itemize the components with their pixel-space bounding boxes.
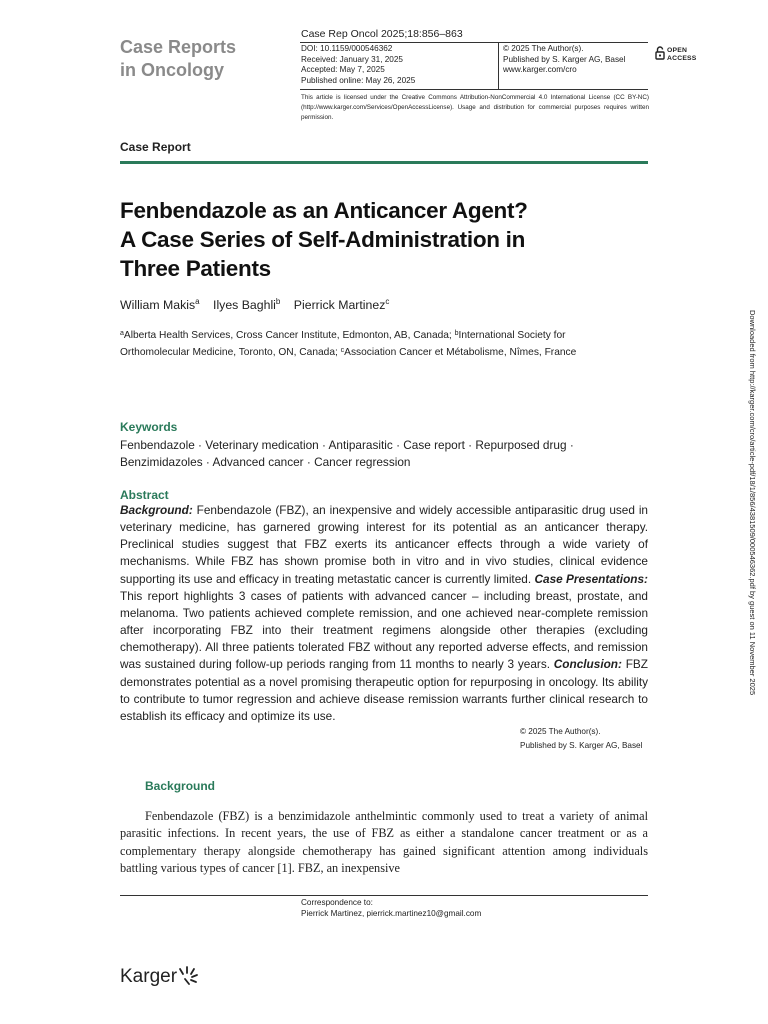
publisher-logo: Karger xyxy=(120,966,178,987)
meta-divider xyxy=(498,42,499,90)
author-name: Pierrick Martinez xyxy=(293,298,386,312)
correspondence-text[interactable]: Pierrick Martinez, pierrick.martinez10@gmail.com xyxy=(301,908,482,918)
journal-url[interactable]: www.karger.com/cro xyxy=(503,65,577,74)
open-access-line2: ACCESS xyxy=(667,55,697,62)
publisher-info xyxy=(503,44,625,76)
article-title xyxy=(120,196,648,283)
download-note xyxy=(745,310,757,710)
title-line2: A Case Series of Self-Administration in xyxy=(120,227,526,252)
published-date: Published online: May 26, 2025 xyxy=(301,75,416,85)
abstract-heading: Abstract xyxy=(120,488,169,502)
copyright: © 2025 The Author(s). xyxy=(503,44,584,53)
abstract-conclusion-text: FBZ demonstrates potential as a novel promising therapeutic option for repurposing in oncology. Its ability to contribute to tumor regression and achieve disease remission warrants further clinical research to establish its efficacy and optimize its use. xyxy=(120,657,648,723)
abstract-case-text: This report highlights 3 cases of patients with advanced cancer – including breast, prostate, and melanoma. Two patients achieved complete remission, and one achieved near-complete remission after incorporating FBZ into their treatment regimens alongside other therapies (excluding chemotherapy). All three patients tolerated FBZ without any reported adverse effects, and remission was sustained during follow-up periods ranging from 11 months to nearly 3 years. xyxy=(120,588,648,672)
abstract-publisher-line: Published by S. Karger AG, Basel xyxy=(520,741,643,750)
affil-sup: c xyxy=(340,347,345,355)
abstract-conclusion-label: Conclusion: xyxy=(553,657,622,672)
author-name: Ilyes Baghli xyxy=(213,298,276,312)
author-list xyxy=(120,297,399,312)
publisher: Published by S. Karger AG, Basel xyxy=(503,54,626,64)
received-date: Received: January 31, 2025 xyxy=(301,54,403,64)
open-access-label xyxy=(667,47,697,63)
abstract-background-text: Fenbendazole (FBZ), an inexpensive and widely accessible antiparasitic drug used in veterinary medicine, has garnered growing interest for its potential as an anticancer therapy. Preclinical studies suggest that FBZ exerts its anticancer effects through a wide variety of mechanisms. While FBZ has shown promise both in vitro and in vivo studies, clinical evidence supporting its use and efficacy in treating metastatic cancer is currently limited. xyxy=(120,503,648,586)
correspondence-label: Correspondence to: xyxy=(301,898,373,907)
article-dates xyxy=(301,44,415,86)
karger-mark-icon xyxy=(176,966,204,988)
correspondence xyxy=(301,898,481,919)
background-text: Fenbendazole (FBZ) is a benzimidazole anthelmintic commonly used to treat a variety of animal parasitic infections. In recent years, the use of FBZ as either a standalone cancer treatment or as a complementary therapy alongside chemotherapy has gained significant attention among individuals battling various types of cancer [1]. FBZ, an inexpensive xyxy=(120,809,648,875)
license-text: This article is licensed under the Creative Commons Attribution-NonCommercial 4.0 International License (CC BY-NC) (http://www.karger.com/Services/OpenAccessLicense). Usage and distribution for commercial purposes requires written permission. xyxy=(301,94,649,121)
affiliation-a: Alberta Health Services, Cross Cancer Institute, Edmonton, AB, Canada; xyxy=(123,330,455,341)
author[interactable] xyxy=(213,298,280,312)
citation: Case Rep Oncol 2025;18:856–863 xyxy=(301,28,463,40)
author[interactable] xyxy=(294,298,390,312)
article-type: Case Report xyxy=(120,140,191,154)
section-rule xyxy=(120,161,648,164)
affil-sup: a xyxy=(120,330,124,337)
abstract-case-label: Case Presentations: xyxy=(534,571,648,586)
journal-name xyxy=(120,36,236,82)
abstract-text xyxy=(120,502,648,725)
meta-top-rule xyxy=(300,42,648,43)
background-heading: Background xyxy=(145,779,216,793)
footnote-rule xyxy=(120,895,648,896)
doi[interactable]: DOI: 10.1159/000546362 xyxy=(301,44,393,53)
title-line1: Fenbendazole as an Anticancer Agent? xyxy=(120,198,528,223)
author[interactable] xyxy=(120,298,200,312)
affiliation-b: International Society for Orthomolecular Medicine, Toronto, ON, Canada; xyxy=(120,330,566,359)
affiliations xyxy=(120,326,620,361)
author-name: William Makis xyxy=(120,298,196,312)
affiliation-c: Association Cancer et Métabolisme, Nîmes, France xyxy=(344,347,577,359)
author-sup: b xyxy=(275,297,281,306)
journal-name-line1: Case Reports xyxy=(120,37,237,57)
title-line3: Three Patients xyxy=(120,256,271,281)
abstract-copyright xyxy=(520,725,642,753)
journal-name-line2: in Oncology xyxy=(120,60,225,80)
meta-bottom-rule xyxy=(300,89,648,90)
abstract-copyright-line: © 2025 The Author(s). xyxy=(520,727,601,736)
open-access-line1: OPEN xyxy=(667,47,688,54)
open-access-icon xyxy=(655,46,665,60)
keywords-list: Fenbendazole · Veterinary medication · Antiparasitic · Case report · Repurposed drug · Benzimidazoles · Advanced cancer · Cancer regression xyxy=(120,438,574,469)
author-sup: c xyxy=(385,297,390,306)
author-sup: a xyxy=(195,297,200,306)
download-note-text: Downloaded from http://karger.com/cro/article-pdf/18/1/856/4381509/000546362.pdf by guest on 11 November 2025 xyxy=(748,310,757,696)
accepted-date: Accepted: May 7, 2025 xyxy=(301,65,385,74)
affil-sup: b xyxy=(454,330,459,337)
abstract-background-label: Background: xyxy=(120,503,193,517)
keywords-heading: Keywords xyxy=(120,420,178,434)
